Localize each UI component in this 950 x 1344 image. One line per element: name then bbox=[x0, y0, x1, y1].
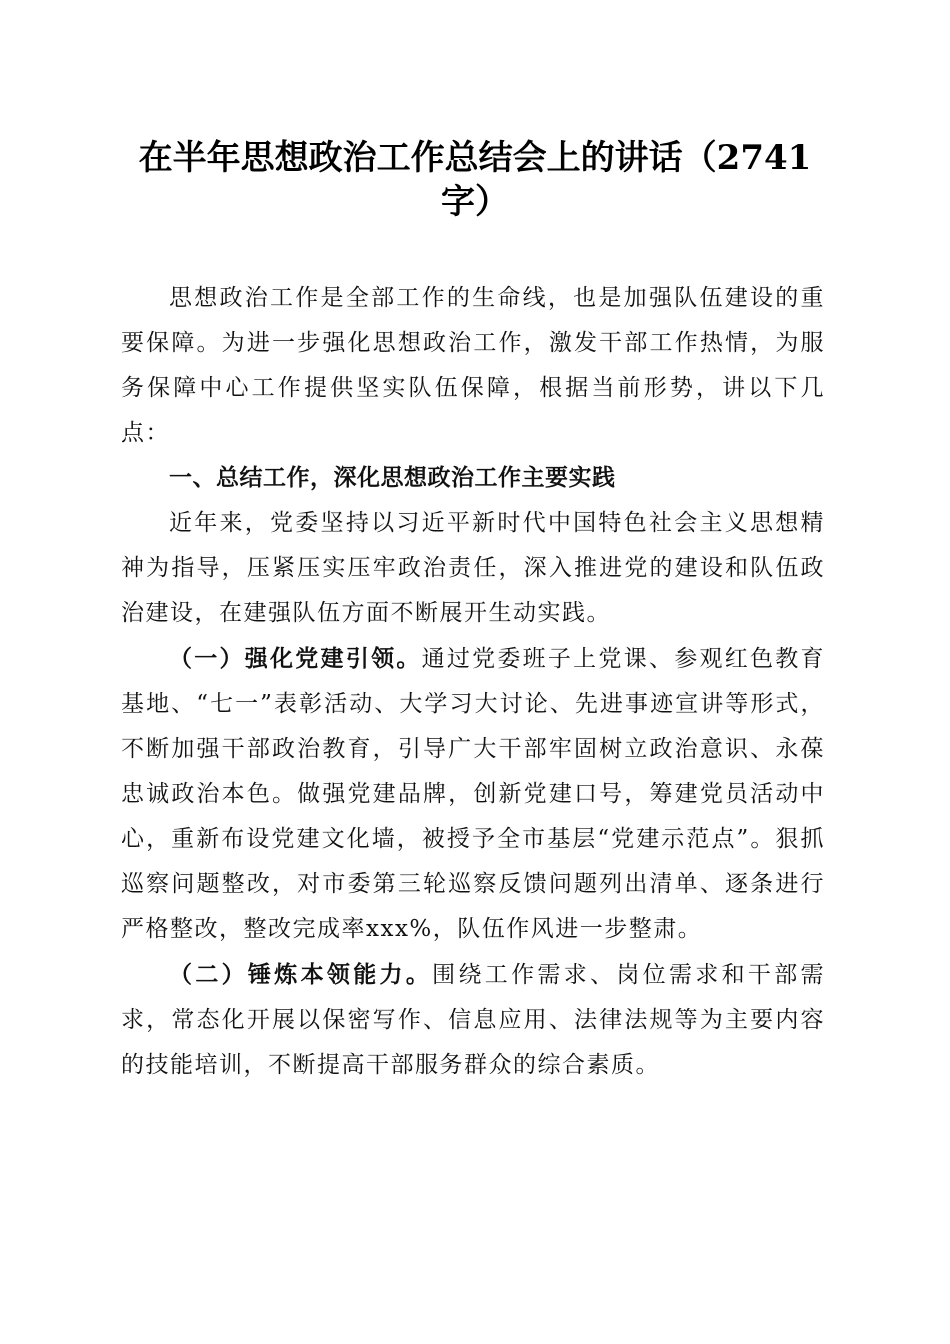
section-1-paragraph: 近年来，党委坚持以习近平新时代中国特色社会主义思想精神为指导，压紧压实压牢政治责任，深入推进党的建设和队伍政治建设，在建强队伍方面不断展开生动实践。 bbox=[121, 510, 825, 626]
document-title bbox=[110, 136, 840, 224]
document-title-line-1: 在半年思想政治工作总结会上的讲话（2741 bbox=[138, 138, 812, 178]
document-title-line-2: 字） bbox=[441, 182, 509, 222]
item-1-text: 通过党委班子上党课、参观红色教育基地、“七一”表彰活动、大学习大讨论、先进事迹宣讲等形式，不断加强干部政治教育，引导广大干部牢固树立政治意识、永葆忠诚政治本色。做强党建品牌，创新党建口号，筹建党员活动中心，重新布设党建文化墙，被授予全市基层“党建示范点”。狠抓巡察问题整改，对市委第三轮巡察反馈问题列出清单、逐条进行严格整改，整改完成率xxx%，队伍作风进一步整肃。 bbox=[121, 646, 826, 942]
document-body bbox=[121, 276, 825, 1088]
section-1-heading: 一、总结工作，深化思想政治工作主要实践 bbox=[169, 465, 616, 491]
item-2-paragraph bbox=[121, 952, 825, 1088]
intro-paragraph: 思想政治工作是全部工作的生命线，也是加强队伍建设的重要保障。为进一步强化思想政治工作，激发干部工作热情，为服务保障中心工作提供坚实队伍保障，根据当前形势，讲以下几点： bbox=[121, 285, 825, 446]
item-1-title: （一）强化党建引领。 bbox=[169, 645, 422, 672]
item-1-paragraph bbox=[121, 636, 825, 952]
item-2-title: （二）锤炼本领能力。 bbox=[169, 961, 433, 988]
item-2-text: 围绕工作需求、岗位需求和干部需求，常态化开展以保密写作、信息应用、法律法规等为主要内容的技能培训，不断提高干部服务群众的综合素质。 bbox=[121, 962, 825, 1078]
